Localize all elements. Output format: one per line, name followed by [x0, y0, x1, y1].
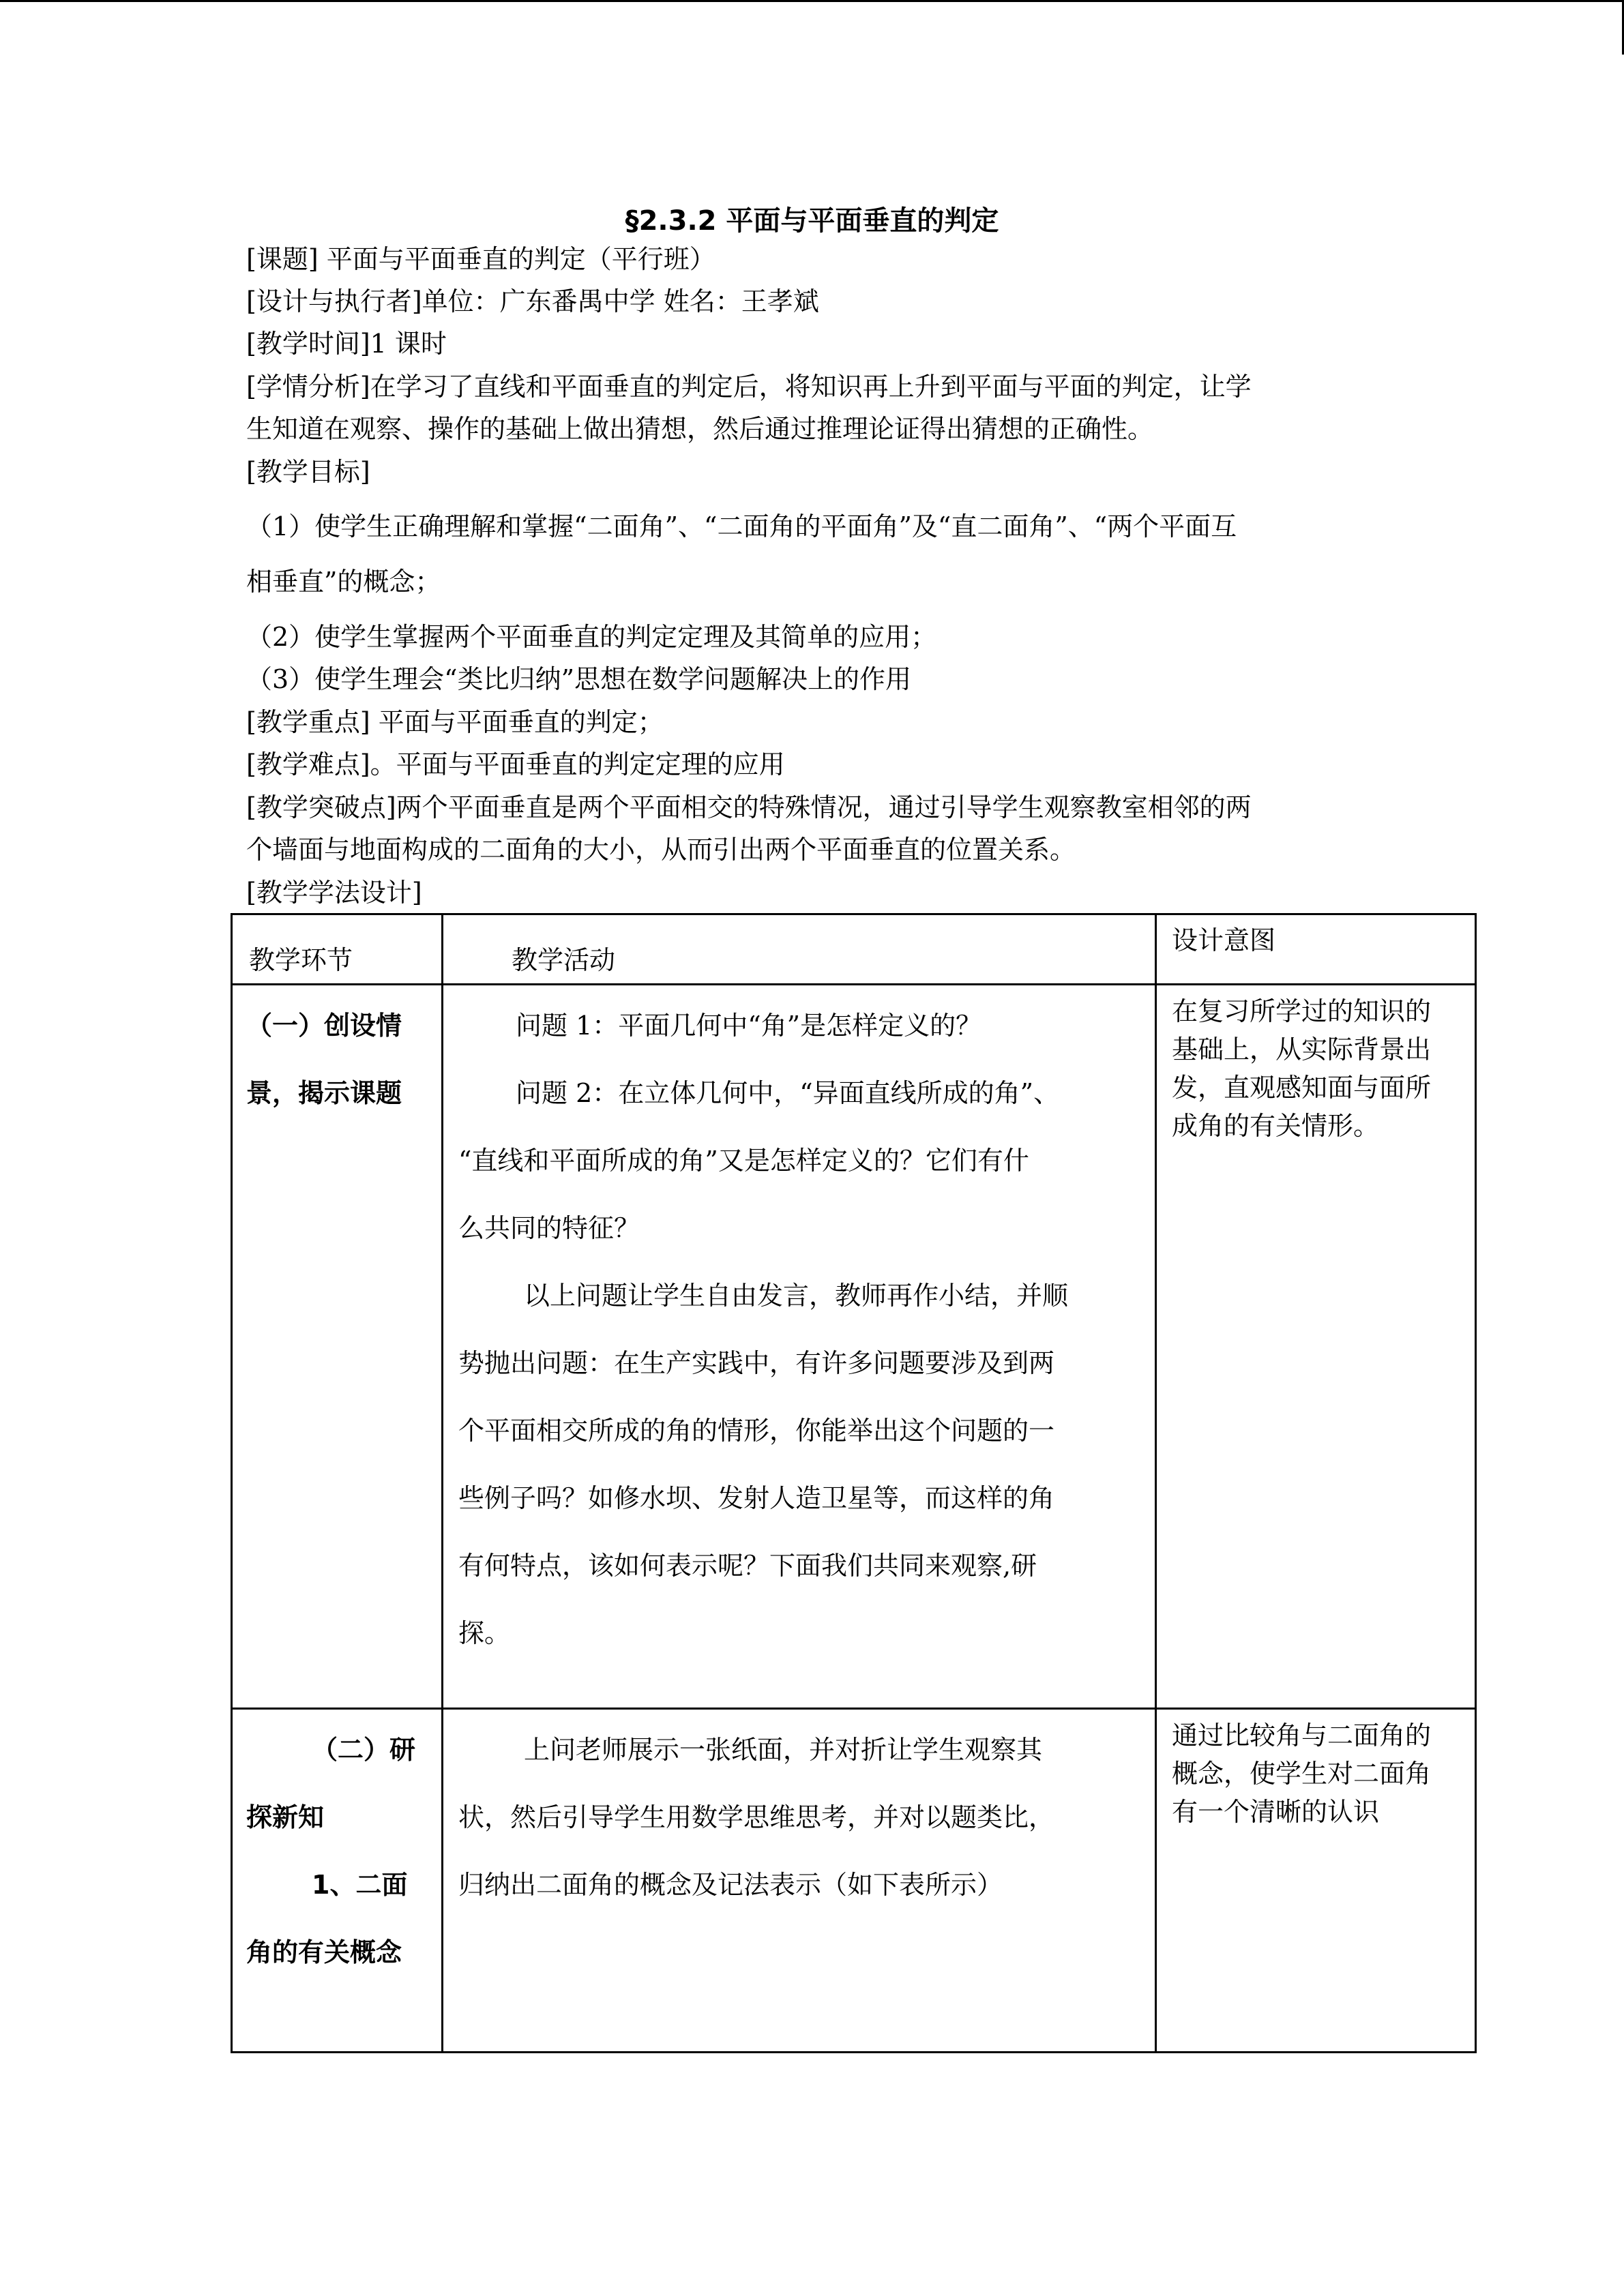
goal-1-line-a: （1）使学生正确理解和掌握“二面角”、“二面角的平面角”及“直二面角”、“两个平面互	[246, 511, 1237, 541]
analysis-line-1: [学情分析]在学习了直线和平面垂直的判定后，将知识再上升到平面与平面的判定，让学	[246, 372, 1252, 402]
header-intent: 设计意图	[1172, 925, 1276, 955]
activity-text-line: “直线和平面所成的角”又是怎样定义的？它们有什	[458, 1146, 1029, 1176]
stage-cell	[232, 985, 443, 1709]
header-intent-cell	[1156, 914, 1476, 985]
stage-text-line: 角的有关概念	[246, 1937, 402, 1967]
intent-text-line: 概念，使学生对二面角	[1172, 1759, 1432, 1789]
page-top-border	[0, 0, 1624, 2]
intent-text-line: 基础上，从实际背景出	[1172, 1034, 1432, 1064]
breakthrough-line-1: [教学突破点]两个平面垂直是两个平面相交的特殊情况，通过引导学生观察教室相邻的两	[246, 792, 1252, 822]
difficulty-line: [教学难点]。平面与平面垂直的判定定理的应用	[246, 749, 785, 779]
intent-cell	[1156, 985, 1476, 1709]
activity-cell	[443, 985, 1156, 1709]
activity-text-line: 个平面相交所成的角的情形，你能举出这个问题的一	[458, 1416, 1055, 1446]
table-header-row	[232, 914, 1476, 985]
header-activity: 教学活动	[512, 945, 616, 975]
teaching-plan-table	[231, 913, 1477, 2053]
stage-text-line: 景，揭示课题	[246, 1078, 402, 1108]
stage-text-line: 1、二面	[312, 1870, 408, 1900]
activity-text-line: 探。	[458, 1618, 511, 1648]
intent-cell	[1156, 1709, 1476, 2053]
activity-text-line: 上问老师展示一张纸面，并对折让学生观察其	[524, 1735, 1043, 1765]
analysis-line-2: 生知道在观察、操作的基础上做出猜想，然后通过推理论证得出猜想的正确性。	[246, 414, 1154, 444]
stage-text-line: （二）研	[312, 1735, 416, 1765]
activity-text-line: 状，然后引导学生用数学思维思考，并对以题类比，	[458, 1802, 1055, 1832]
table-row	[232, 985, 1476, 1709]
activity-text-line: 么共同的特征？	[458, 1213, 640, 1243]
page-title: §2.3.2 平面与平面垂直的判定	[625, 205, 999, 237]
goal-2-line: （2）使学生掌握两个平面垂直的判定定理及其简单的应用；	[246, 622, 937, 652]
time-line: [教学时间]1 课时	[246, 329, 447, 359]
header-activity-cell	[443, 914, 1156, 985]
stage-cell	[232, 1709, 443, 2053]
table-row	[232, 1709, 1476, 2053]
intent-text-line: 在复习所学过的知识的	[1172, 996, 1432, 1026]
activity-text-line: 问题 1：平面几何中“角”是怎样定义的？	[516, 1011, 982, 1041]
intent-text-line: 有一个清晰的认识	[1172, 1797, 1380, 1827]
stage-text-line: 探新知	[246, 1802, 325, 1832]
activity-cell	[443, 1709, 1156, 2053]
activity-text-line: 归纳出二面角的概念及记法表示（如下表所示）	[458, 1870, 1003, 1900]
key-point-line: [教学重点] 平面与平面垂直的判定；	[246, 707, 664, 737]
activity-text-line: 以上问题让学生自由发言，教师再作小结，并顺	[524, 1281, 1069, 1311]
breakthrough-line-2: 个墙面与地面构成的二面角的大小，从而引出两个平面垂直的位置关系。	[246, 835, 1076, 865]
activity-text-line: 些例子吗？如修水坝、发射人造卫星等，而这样的角	[458, 1483, 1055, 1513]
designer-line: [设计与执行者]单位：广东番禺中学 姓名：王孝斌	[246, 286, 819, 316]
header-stage: 教学环节	[249, 945, 353, 975]
header-stage-cell	[232, 914, 443, 985]
intent-text-line: 发，直观感知面与面所	[1172, 1073, 1432, 1103]
intent-text-line: 通过比较角与二面角的	[1172, 1720, 1432, 1750]
goal-1-line-b: 相垂直”的概念；	[246, 567, 441, 597]
stage-text-line: （一）创设情	[246, 1011, 402, 1041]
intent-text-line: 成角的有关情形。	[1172, 1111, 1380, 1141]
goal-3-line: （3）使学生理会“类比归纳”思想在数学问题解决上的作用	[246, 664, 912, 694]
activity-text-line: 势抛出问题：在生产实践中，有许多问题要涉及到两	[458, 1348, 1055, 1378]
goals-heading: [教学目标]	[246, 457, 370, 487]
activity-text-line: 有何特点，该如何表示呢？下面我们共同来观察,研	[458, 1551, 1037, 1581]
method-heading: [教学学法设计]	[246, 878, 422, 908]
topic-line: [课题] 平面与平面垂直的判定（平行班）	[246, 244, 715, 274]
activity-text-line: 问题 2：在立体几何中，“异面直线所成的角”、	[516, 1078, 1060, 1108]
